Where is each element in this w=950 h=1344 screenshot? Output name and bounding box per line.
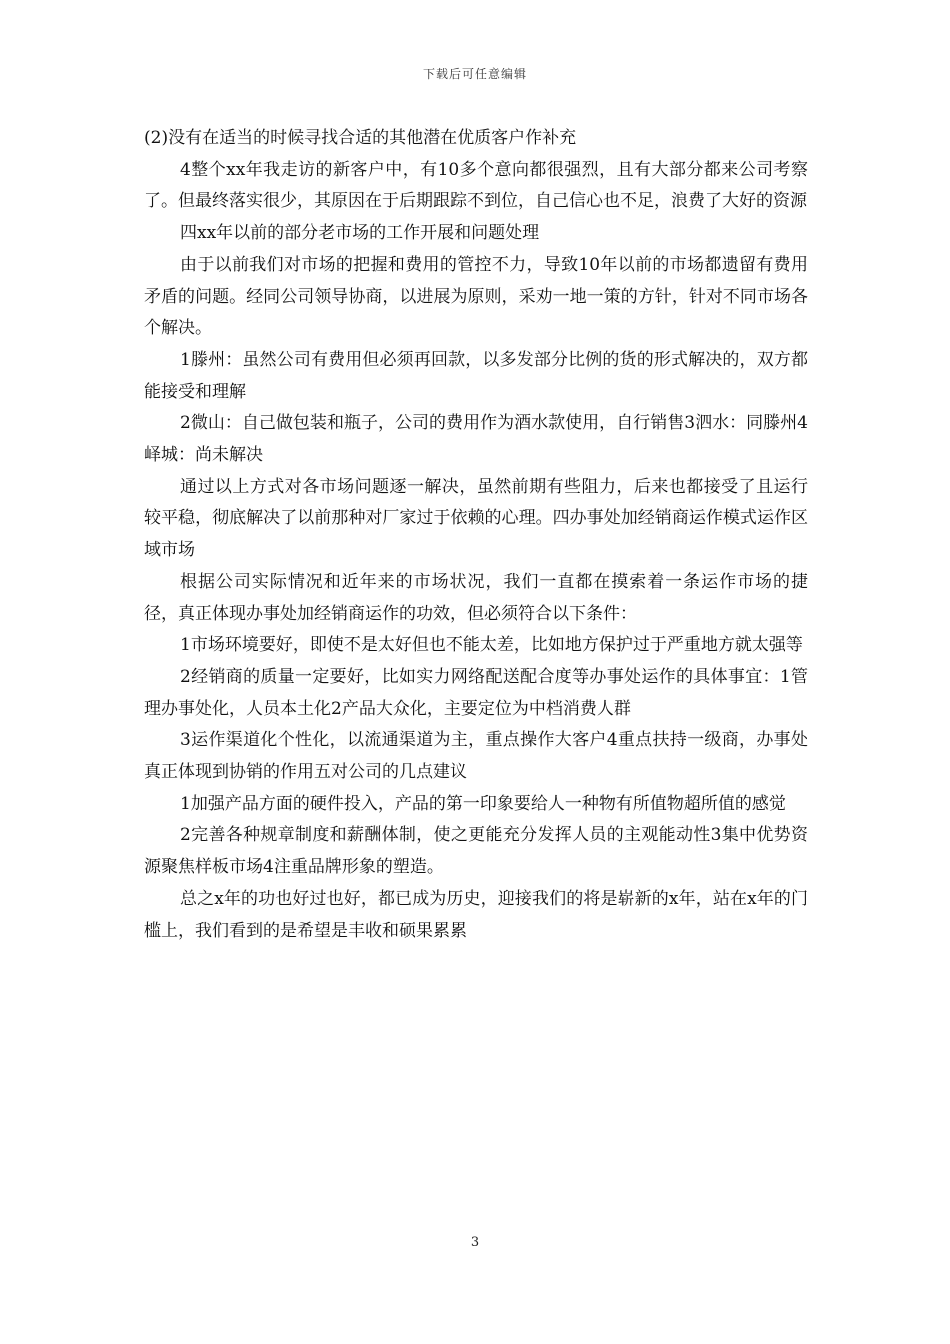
paragraph-11: 3运作渠道化个性化，以流通渠道为主，重点操作大客户4重点扶持一级商，办事处真正体现到协销的作用五对公司的几点建议 xyxy=(144,730,808,783)
paragraph-10: 2经销商的质量一定要好，比如实力网络配送配合度等办事处运作的具体事宜：1管理办事处化，人员本土化2产品大众化，主要定位为中档消费人群 xyxy=(144,666,808,719)
section-heading-4: 四xx年以前的部分老市场的工作开展和问题处理 xyxy=(180,223,540,244)
document-body xyxy=(144,123,808,947)
paragraph-8: 根据公司实际情况和近年来的市场状况，我们一直都在摸索着一条运作市场的捷径，真正体现办事处加经销商运作的功效，但必须符合以下条件： xyxy=(144,571,808,624)
page-header: 下载后可任意编辑 xyxy=(422,67,527,81)
paragraph-4: 由于以前我们对市场的把握和费用的管控不力，导致10年以前的市场都遗留有费用矛盾的问题。经同公司领导协商，以进展为原则，采劝一地一策的方针，针对不同市场各个解决。 xyxy=(144,254,808,339)
paragraph-9: 1市场环境要好，即使不是太好但也不能太差，比如地方保护过于严重地方就太强等 xyxy=(180,635,803,656)
paragraph-7: 通过以上方式对各市场问题逐一解决，虽然前期有些阻力，后来也都接受了且运行较平稳，彻底解决了以前那种对厂家过于依赖的心理。四办事处加经销商运作模式运作区域市场 xyxy=(144,476,808,561)
page-number: 3 xyxy=(470,1235,480,1250)
paragraph-14: 总之x年的功也好过也好，都已成为历史，迎接我们的将是崭新的x年，站在x年的门槛上，我们看到的是希望是丰收和硕果累累 xyxy=(144,888,808,941)
paragraph-12: 1加强产品方面的硬件投入，产品的第一印象要给人一种物有所值物超所值的感觉 xyxy=(180,793,786,814)
paragraph-6: 2微山：自己做包装和瓶子，公司的费用作为酒水款使用，自行销售3泗水：同滕州4峄城：尚未解决 xyxy=(144,413,808,466)
paragraph-1: (2)没有在适当的时候寻找合适的其他潜在优质客户作补充 xyxy=(144,128,577,148)
paragraph-13: 2完善各种规章制度和薪酬体制，使之更能充分发挥人员的主观能动性3集中优势资源聚焦样板市场4注重品牌形象的塑造。 xyxy=(144,825,808,878)
paragraph-2: 4整个xx年我走访的新客户中，有10多个意向都很强烈，且有大部分都来公司考察了。但最终落实很少，其原因在于后期跟踪不到位，自己信心也不足，浪费了大好的资源 xyxy=(144,159,808,212)
paragraph-5: 1滕州：虽然公司有费用但必须再回款，以多发部分比例的货的形式解决的，双方都能接受和理解 xyxy=(144,349,808,402)
